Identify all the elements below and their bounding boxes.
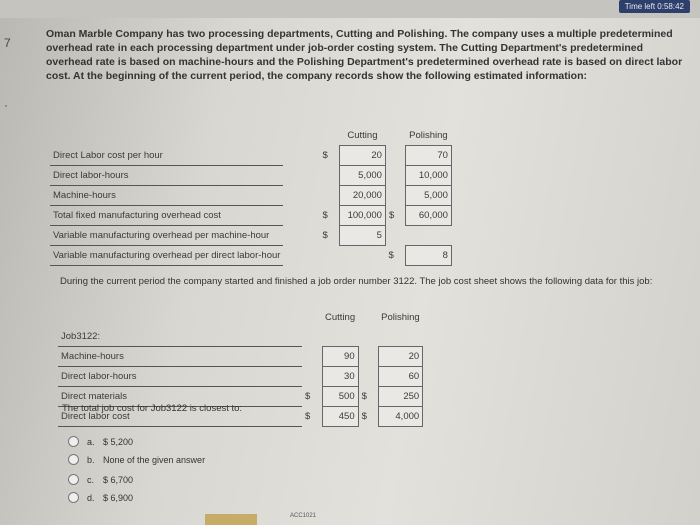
option-letter: a. — [87, 436, 95, 447]
dollar-sign — [302, 367, 322, 387]
dollar-sign: $ — [305, 411, 311, 422]
header-cutting: Cutting — [347, 130, 378, 141]
dollar-sign: $ — [361, 411, 367, 422]
job-row — [58, 367, 423, 387]
row-label: Machine-hours — [50, 186, 283, 206]
polishing-value: 60 — [378, 367, 423, 387]
header-cutting: Cutting — [325, 312, 356, 323]
dollar-sign — [302, 347, 322, 367]
option-d[interactable] — [68, 492, 133, 503]
footer-label: ACC1021 — [290, 513, 317, 519]
estimates-row — [50, 166, 451, 186]
estimates-row — [50, 206, 451, 226]
cutting-value: 500 — [322, 387, 358, 407]
row-label: Direct labor cost — [58, 407, 302, 427]
cutting-value — [322, 327, 358, 347]
polishing-value: 250 — [378, 387, 423, 407]
row-label: Direct labor-hours — [58, 367, 302, 387]
job-description: During the current period the company started and finished a job order number 3122. The job cost sheet shows the following data for this job: — [60, 276, 653, 287]
estimates-table — [50, 126, 452, 266]
polishing-value: 8 — [405, 246, 451, 266]
dollar-sign — [319, 186, 339, 206]
estimates-row — [50, 226, 451, 246]
radio-button[interactable] — [68, 474, 79, 485]
option-c[interactable] — [68, 474, 133, 485]
option-letter: b. — [87, 454, 95, 465]
cutting-value: 20 — [339, 146, 385, 166]
dollar-sign — [358, 367, 378, 387]
header-polishing: Polishing — [381, 312, 420, 323]
dollar-sign — [302, 327, 322, 347]
question-prompt: The total job cost for Job3122 is closest to: — [62, 403, 243, 414]
option-a[interactable] — [68, 436, 133, 447]
option-letter: d. — [87, 492, 95, 503]
row-label: Direct Labor cost per hour — [50, 146, 283, 166]
polishing-value — [405, 226, 451, 246]
dollar-sign — [385, 226, 405, 246]
job-row — [58, 327, 423, 347]
row-label: Variable manufacturing overhead per machine-hour — [50, 226, 283, 246]
dollar-sign — [385, 186, 405, 206]
dollar-sign: $ — [322, 230, 328, 241]
cutting-value: 5,000 — [339, 166, 385, 186]
polishing-value: 5,000 — [405, 186, 451, 206]
dollar-sign — [385, 166, 405, 186]
polishing-value: 70 — [405, 146, 451, 166]
option-text: $ 6,900 — [103, 492, 134, 503]
left-edge-mark-2: · — [4, 98, 8, 112]
dollar-sign — [319, 166, 339, 186]
dollar-sign — [319, 246, 339, 266]
polishing-value: 4,000 — [378, 407, 423, 427]
job-header-row — [58, 308, 423, 327]
dollar-sign: $ — [388, 250, 394, 261]
cutting-value: 90 — [322, 347, 358, 367]
cutting-value: 5 — [339, 226, 385, 246]
option-text: $ 5,200 — [103, 436, 134, 447]
option-b[interactable] — [68, 454, 205, 465]
dollar-sign — [385, 146, 405, 166]
polishing-value: 20 — [378, 347, 423, 367]
radio-button[interactable] — [68, 492, 79, 503]
cutting-value: 30 — [322, 367, 358, 387]
radio-button[interactable] — [68, 454, 79, 465]
header-polishing: Polishing — [409, 130, 448, 141]
estimates-row — [50, 146, 451, 166]
dollar-sign: $ — [361, 391, 367, 402]
option-text: None of the given answer — [103, 454, 206, 465]
dollar-sign — [358, 327, 378, 347]
dollar-sign — [358, 347, 378, 367]
estimates-row — [50, 186, 451, 206]
top-bar — [0, 0, 700, 18]
job-row — [58, 347, 423, 367]
row-label: Direct labor-hours — [50, 166, 283, 186]
polishing-value: 60,000 — [405, 206, 451, 226]
row-label: Machine-hours — [58, 347, 302, 367]
cutting-value: 450 — [322, 407, 358, 427]
row-label: Direct materials — [58, 387, 302, 407]
question-text: Oman Marble Company has two processing departments, Cutting and Polishing. The company uses a multiple predetermined overhead rate in each processing department under job-order costing system. The Cutting Department's predetermined overhead rate is based on machine-hours and the Polishing Department's predetermined overhead rate is based on direct labor cost. At the beginning of the current period, the company records show the following estimated information: — [46, 28, 683, 82]
option-text: $ 6,700 — [103, 474, 134, 485]
cutting-value — [339, 246, 385, 266]
dollar-sign: $ — [388, 210, 395, 221]
dollar-sign: $ — [322, 210, 328, 221]
row-label: Job3122: — [58, 327, 302, 347]
polishing-value — [378, 327, 423, 347]
radio-button[interactable] — [68, 436, 79, 447]
timer-badge: Time left 0:58:42 — [619, 0, 690, 13]
polishing-value: 10,000 — [405, 166, 451, 186]
cutting-value: 20,000 — [339, 186, 385, 206]
dollar-sign: $ — [322, 150, 328, 161]
left-edge-mark: 7 — [4, 36, 11, 50]
row-label: Variable manufacturing overhead per direct labor-hour — [50, 246, 283, 266]
estimates-row — [50, 246, 451, 266]
row-label: Total fixed manufacturing overhead cost — [50, 206, 283, 226]
estimates-header-row — [50, 126, 451, 146]
dollar-sign: $ — [305, 391, 311, 402]
cutting-value: 100,000 — [339, 206, 385, 226]
taskbar-tab[interactable] — [205, 514, 257, 525]
option-letter: c. — [87, 474, 95, 485]
